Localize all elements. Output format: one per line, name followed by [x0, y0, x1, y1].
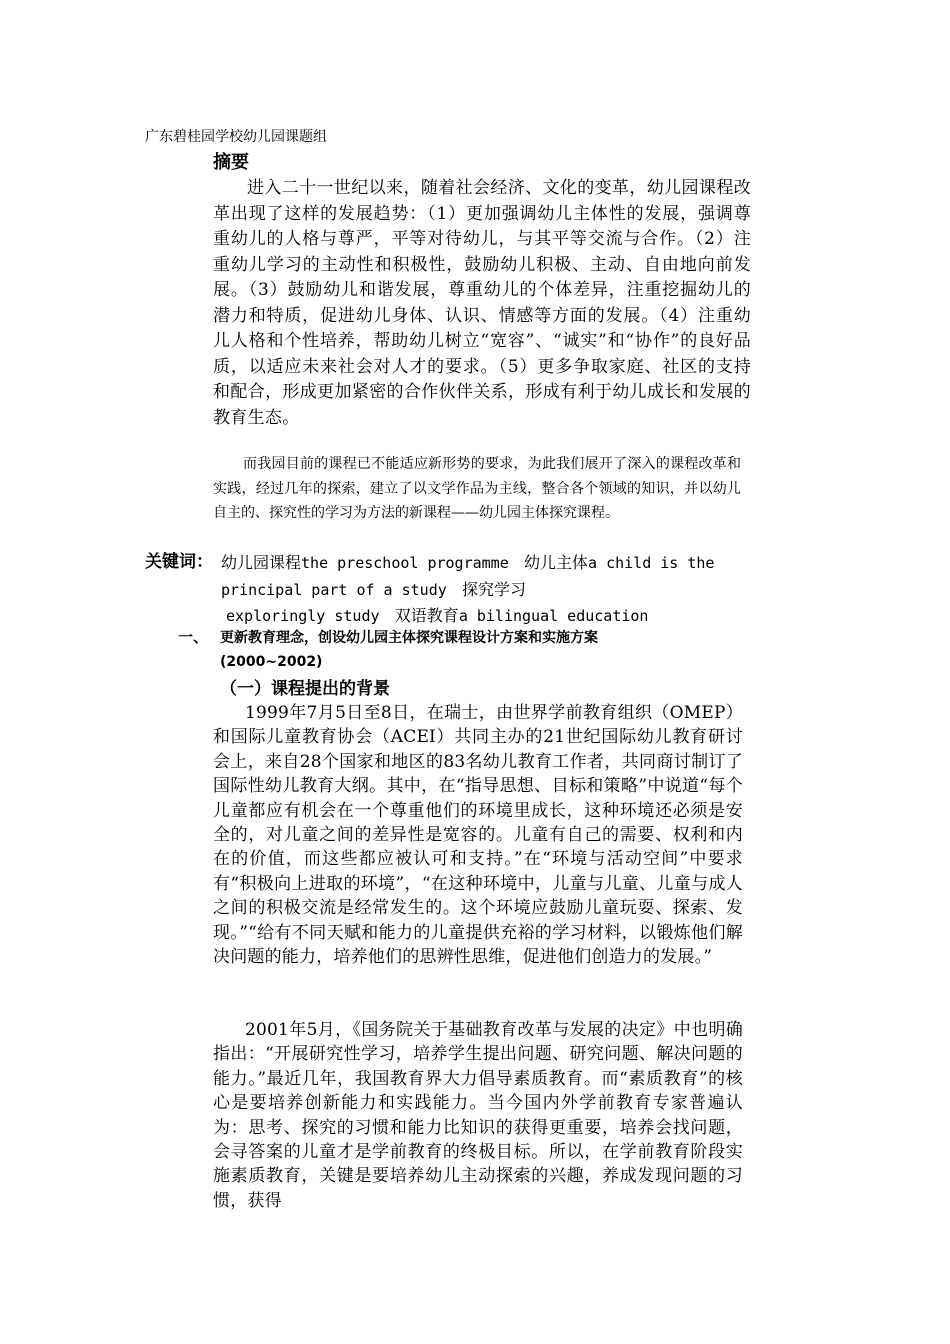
- section-title: [220, 626, 740, 674]
- subsection-title: （一）课程提出的背景: [220, 679, 390, 699]
- body-paragraph-1: 1999年7月5日至8日，在瑞士，由世界学前教育组织（OMEP）和国际儿童教育协会（ACEI）共同主办的21世纪国际幼儿教育研讨会上，来自28个国家和地区的83名幼儿教育工作者，共同商讨制订了国际性幼儿教育大纲。其中，在“指导思想、目标和策略”中说道“每个儿童都应有机会在一个尊重他们的环境里成长，这种环境还必须是安全的，对儿童之间的差异性是宽容的。儿童有自己的需要、权利和内在的价值，而这些都应被认可和支持。”在“环境与活动空间”中要求有“积极向上进取的环境”，“在这种环境中，儿童与儿童、儿童与成人之间的积极交流是经常发生的。这个环境应鼓励儿童玩耍、探索、发现。”“给有不同天赋和能力的儿童提供充裕的学习材料，以锻炼他们解决问题的能力，培养他们的思辨性思维，促进他们创造力的发展。”: [213, 703, 743, 968]
- keyword-en: exploringly study: [226, 607, 380, 625]
- organization-line: 广东碧桂园学校幼儿园课题组: [145, 129, 327, 145]
- keyword-zh: 双语教育: [394, 606, 459, 625]
- section-title-text: 更新教育理念，创设幼儿园主体探究课程设计方案和实施方案: [220, 630, 598, 646]
- keyword-zh: 探究学习: [462, 579, 527, 599]
- keyword-en: a child is the principal part of a study: [221, 554, 715, 599]
- keywords-label: 关键词：: [145, 552, 213, 572]
- keywords-list: [221, 550, 751, 630]
- section-number: 一、: [178, 628, 209, 646]
- keyword-en: the preschool programme: [301, 554, 509, 572]
- keyword-zh: 幼儿园课程: [221, 553, 302, 572]
- keyword-zh: 幼儿主体: [524, 553, 589, 572]
- keyword-en: a bilingual education: [458, 607, 649, 625]
- abstract-paragraph-2: 而我园目前的课程已不能适应新形势的要求，为此我们展开了深入的课程改革和实践，经过几年的探索，建立了以文学作品为主线，整合各个领域的知识，并以幼儿自主的、探究性的学习为方法的新课程——幼儿园主体探究课程。: [213, 456, 741, 521]
- abstract-title: 摘要: [213, 152, 249, 173]
- abstract-paragraph-1: 进入二十一世纪以来，随着社会经济、文化的变革，幼儿园课程改革出现了这样的发展趋势：（1）更加强调幼儿主体性的发展，强调尊重幼儿的人格与尊严，平等对待幼儿，与其平等交流与合作。（2）注重幼儿学习的主动性和积极性，鼓励幼儿积极、主动、自由地向前发展。（3）鼓励幼儿和谐发展，尊重幼儿的个体差异，注重挖掘幼儿的潜力和特质，促进幼儿身体、认识、情感等方面的发展。（4）注重幼儿人格和个性培养，帮助幼儿树立“宽容”、“诚实”和“协作”的良好品质，以适应未来社会对人才的要求。（5）更多争取家庭、社区的支持和配合，形成更加紧密的合作伙伴关系，形成有利于幼儿成长和发展的教育生态。: [213, 178, 751, 428]
- body-paragraph-2: 2001年5月，《国务院关于基础教育改革与发展的决定》中也明确指出：“开展研究性学习，培养学生提出问题、研究问题、解决问题的能力。”最近几年，我国教育界大力倡导素质教育。而“素质教育”的核心是要培养创新能力和实践能力。当今国内外学前教育专家普遍认为：思考、探究的习惯和能力比知识的获得更重要，培养会找问题，会寻答案的儿童才是学前教育的终极目标。所以，在学前教育阶段实施素质教育，关键是要培养幼儿主动探索的兴趣，养成发现问题的习惯，获得: [213, 1020, 743, 1211]
- section-period: (2000~2002): [220, 654, 323, 670]
